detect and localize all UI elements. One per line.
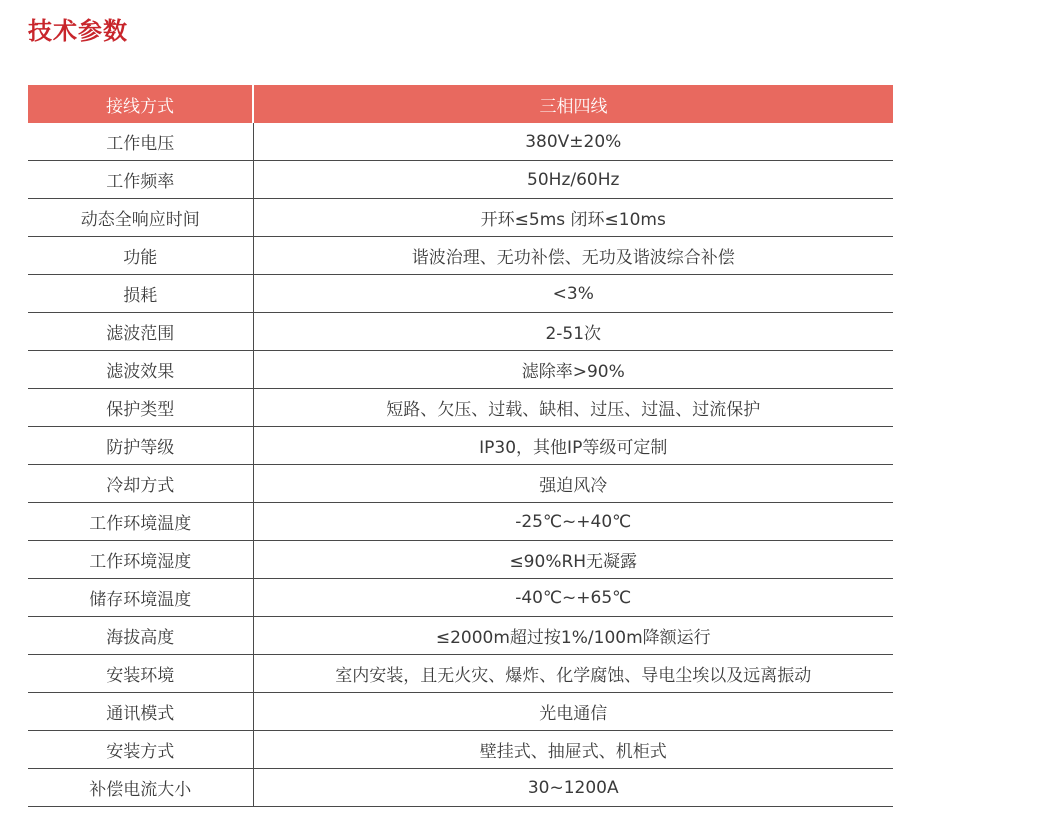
table-row <box>28 541 893 579</box>
param-label: 滤波效果 <box>106 362 175 382</box>
param-value: 光电通信 <box>253 693 893 731</box>
param-value: 50Hz/60Hz <box>253 161 893 199</box>
param-label: 保护类型 <box>106 400 175 420</box>
table-row <box>28 351 893 389</box>
param-label: 动态全响应时间 <box>80 210 200 230</box>
param-value: <3% <box>253 275 893 313</box>
param-label: 防护等级 <box>106 438 175 458</box>
param-value: ≤90%RH无凝露 <box>253 541 893 579</box>
param-label: 安装方式 <box>106 742 175 762</box>
table-row <box>28 389 893 427</box>
table-row <box>28 237 893 275</box>
spec-table-body <box>28 123 893 807</box>
param-value: 开环≤5ms 闭环≤10ms <box>253 199 893 237</box>
param-label: 功能 <box>123 248 158 268</box>
param-value: 滤除率>90% <box>253 351 893 389</box>
param-value: 强迫风冷 <box>253 465 893 503</box>
param-label: 通讯模式 <box>106 704 175 724</box>
param-label: 工作电压 <box>106 134 175 154</box>
param-label: 损耗 <box>123 286 158 306</box>
table-row <box>28 579 893 617</box>
param-label: 滤波范围 <box>106 324 175 344</box>
param-value: -25℃~+40℃ <box>253 503 893 541</box>
header-value-cell: 三相四线 <box>253 85 893 123</box>
header-param-cell: 接线方式 <box>28 85 253 123</box>
param-label: 安装环境 <box>106 666 175 686</box>
table-row <box>28 313 893 351</box>
table-row <box>28 503 893 541</box>
param-value: -40℃~+65℃ <box>253 579 893 617</box>
table-row <box>28 617 893 655</box>
param-value: 短路、欠压、过载、缺相、过压、过温、过流保护 <box>253 389 893 427</box>
param-value: 30~1200A <box>253 769 893 807</box>
param-label: 工作环境湿度 <box>89 552 192 572</box>
table-row <box>28 161 893 199</box>
table-row <box>28 427 893 465</box>
param-value: 谐波治理、无功补偿、无功及谐波综合补偿 <box>253 237 893 275</box>
param-value: 2-51次 <box>253 313 893 351</box>
param-label: 工作频率 <box>106 172 175 192</box>
spec-table <box>28 85 893 807</box>
table-row <box>28 465 893 503</box>
table-row <box>28 693 893 731</box>
param-value: 室内安装，且无火灾、爆炸、化学腐蚀、导电尘埃以及远离振动 <box>253 655 893 693</box>
param-label: 工作环境温度 <box>89 514 192 534</box>
header-row <box>28 85 893 123</box>
table-row <box>28 731 893 769</box>
param-value: ≤2000m超过按1%/100m降额运行 <box>253 617 893 655</box>
table-row <box>28 123 893 161</box>
table-row <box>28 199 893 237</box>
param-label: 储存环境温度 <box>89 590 192 610</box>
table-row <box>28 769 893 807</box>
param-label: 海拔高度 <box>106 628 175 648</box>
table-row <box>28 275 893 313</box>
param-value: 壁挂式、抽屉式、机柜式 <box>253 731 893 769</box>
page-title: 技术参数 <box>28 17 128 45</box>
spec-table-header <box>28 85 893 123</box>
table-row <box>28 655 893 693</box>
param-value: IP30，其他IP等级可定制 <box>253 427 893 465</box>
param-label: 冷却方式 <box>106 476 175 496</box>
param-label: 补偿电流大小 <box>89 780 192 800</box>
param-value: 380V±20% <box>253 123 893 161</box>
